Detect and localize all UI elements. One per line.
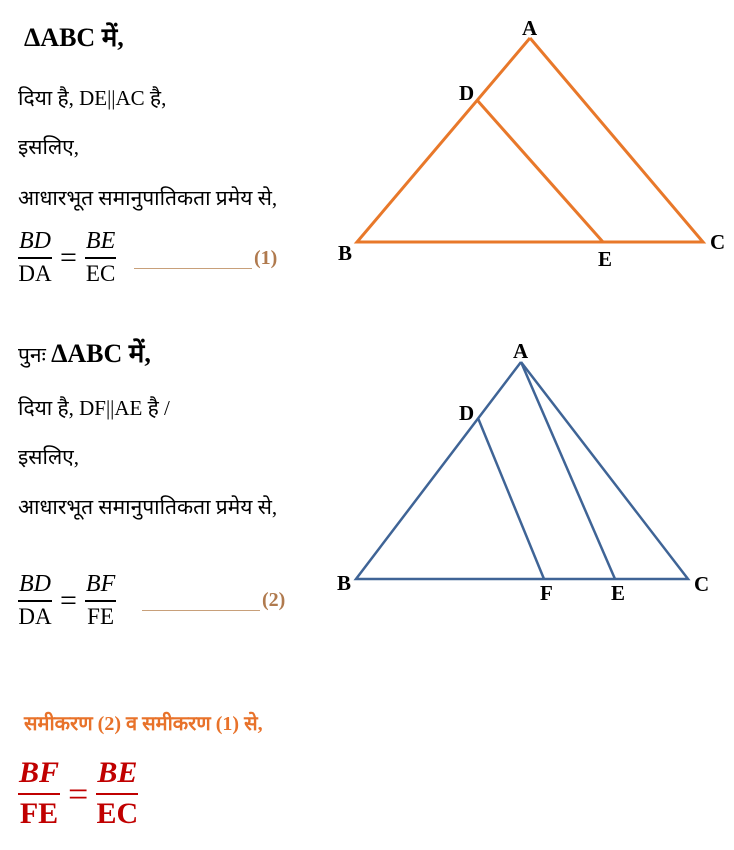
final-left-denominator: FE — [19, 797, 59, 830]
segment-ae — [521, 362, 615, 579]
label-a: A — [522, 16, 538, 40]
eq1-right-denominator: EC — [85, 261, 116, 286]
equals-sign: = — [68, 773, 89, 814]
label-e: E — [598, 247, 613, 271]
section2-heading: ΔABC में, — [51, 339, 151, 368]
triangle-abc-1 — [357, 38, 703, 242]
label-c: C — [710, 230, 726, 254]
eq1-reference: (1) — [254, 247, 278, 269]
segment-de — [477, 100, 603, 242]
section1-heading: ΔABC में, — [24, 23, 124, 52]
label-c: C — [694, 572, 710, 596]
segment-df — [478, 418, 544, 579]
equals-sign: = — [60, 583, 77, 617]
label-b: B — [337, 571, 352, 595]
eq2-left-numerator: BD — [18, 571, 52, 602]
eq1-left-numerator: BD — [18, 228, 52, 259]
triangle-figure-1 — [0, 0, 734, 300]
triangle-abc-2 — [356, 362, 688, 579]
label-d: D — [459, 401, 475, 425]
eq1-left-denominator: DA — [18, 261, 52, 286]
final-right-numerator: BE — [96, 756, 138, 795]
equals-sign: = — [60, 240, 77, 274]
section1-given: दिया है, DE||AC है, — [18, 86, 167, 110]
section2-prefix: पुनः — [18, 343, 46, 367]
section1-theorem: आधारभूत समानुपातिकता प्रमेय से, — [18, 186, 278, 210]
conclusion-text: समीकरण (2) व समीकरण (1) से, — [24, 713, 263, 735]
eq2-reference: (2) — [262, 589, 286, 611]
eq2-right-denominator: FE — [87, 604, 114, 629]
section1-therefore: इसलिए, — [18, 135, 80, 159]
final-right-denominator: EC — [96, 797, 139, 830]
section2-therefore: इसलिए, — [18, 445, 80, 469]
eq2-right-numerator: BF — [85, 571, 116, 602]
eq2-left-denominator: DA — [18, 604, 52, 629]
section2-theorem: आधारभूत समानुपातिकता प्रमेय से, — [18, 495, 278, 519]
section2-given: दिया है, DF||AE है / — [18, 396, 170, 420]
label-d: D — [459, 81, 475, 105]
final-equation — [18, 756, 138, 831]
final-left-numerator: BF — [18, 756, 60, 795]
triangle-figure-2 — [0, 330, 734, 620]
label-f: F — [540, 581, 553, 605]
label-a: A — [513, 339, 529, 363]
label-b: B — [338, 241, 353, 265]
eq1-right-numerator: BE — [85, 228, 116, 259]
label-e: E — [611, 581, 626, 605]
